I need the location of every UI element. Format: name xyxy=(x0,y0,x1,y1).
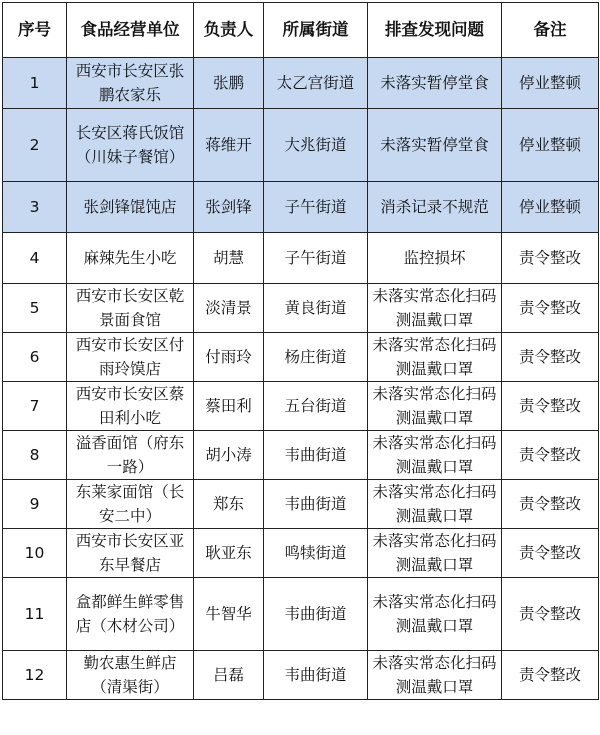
table-row xyxy=(3,233,599,284)
cell-issue: 监控损坏 xyxy=(368,233,502,284)
cell-street: 韦曲街道 xyxy=(264,431,368,480)
cell-issue: 消杀记录不规范 xyxy=(368,182,502,233)
header-person: 负责人 xyxy=(194,3,264,58)
cell-seq: 12 xyxy=(3,651,67,700)
cell-remark: 责令整改 xyxy=(502,284,599,333)
table-row xyxy=(3,284,599,333)
cell-street: 大兆街道 xyxy=(264,109,368,182)
cell-person: 郑东 xyxy=(194,480,264,529)
cell-street: 韦曲街道 xyxy=(264,651,368,700)
cell-seq: 7 xyxy=(3,382,67,431)
cell-unit: 盒都鲜生鲜零售店（木材公司） xyxy=(67,578,194,651)
cell-seq: 1 xyxy=(3,58,67,109)
header-issue: 排查发现问题 xyxy=(368,3,502,58)
cell-street: 黄良街道 xyxy=(264,284,368,333)
cell-seq: 8 xyxy=(3,431,67,480)
cell-street: 韦曲街道 xyxy=(264,480,368,529)
cell-street: 子午街道 xyxy=(264,182,368,233)
cell-unit: 西安市长安区蔡田利小吃 xyxy=(67,382,194,431)
cell-seq: 9 xyxy=(3,480,67,529)
table-row xyxy=(3,529,599,578)
cell-person: 张鹏 xyxy=(194,58,264,109)
cell-person: 蔡田利 xyxy=(194,382,264,431)
cell-seq: 2 xyxy=(3,109,67,182)
inspection-table xyxy=(2,2,599,700)
cell-remark: 停业整顿 xyxy=(502,182,599,233)
table-row xyxy=(3,109,599,182)
cell-remark: 责令整改 xyxy=(502,651,599,700)
cell-issue: 未落实常态化扫码测温戴口罩 xyxy=(368,382,502,431)
cell-person: 胡慧 xyxy=(194,233,264,284)
cell-unit: 溢香面馆（府东一路） xyxy=(67,431,194,480)
cell-seq: 3 xyxy=(3,182,67,233)
cell-person: 吕磊 xyxy=(194,651,264,700)
cell-street: 子午街道 xyxy=(264,233,368,284)
cell-remark: 责令整改 xyxy=(502,382,599,431)
header-seq: 序号 xyxy=(3,3,67,58)
cell-remark: 责令整改 xyxy=(502,431,599,480)
cell-issue: 未落实常态化扫码测温戴口罩 xyxy=(368,651,502,700)
cell-issue: 未落实常态化扫码测温戴口罩 xyxy=(368,578,502,651)
cell-person: 淡清景 xyxy=(194,284,264,333)
cell-unit: 东莱家面馆（长安二中） xyxy=(67,480,194,529)
cell-street: 太乙宫街道 xyxy=(264,58,368,109)
cell-issue: 未落实暂停堂食 xyxy=(368,58,502,109)
cell-remark: 责令整改 xyxy=(502,529,599,578)
cell-seq: 4 xyxy=(3,233,67,284)
cell-unit: 西安市长安区付雨玲馍店 xyxy=(67,333,194,382)
cell-seq: 11 xyxy=(3,578,67,651)
cell-issue: 未落实常态化扫码测温戴口罩 xyxy=(368,529,502,578)
cell-unit: 西安市长安区亚东早餐店 xyxy=(67,529,194,578)
cell-street: 鸣犊街道 xyxy=(264,529,368,578)
cell-person: 张剑锋 xyxy=(194,182,264,233)
cell-seq: 5 xyxy=(3,284,67,333)
cell-person: 蒋维开 xyxy=(194,109,264,182)
cell-seq: 6 xyxy=(3,333,67,382)
table-row xyxy=(3,480,599,529)
table-row xyxy=(3,58,599,109)
cell-remark: 责令整改 xyxy=(502,480,599,529)
cell-person: 胡小涛 xyxy=(194,431,264,480)
table-row xyxy=(3,651,599,700)
cell-unit: 麻辣先生小吃 xyxy=(67,233,194,284)
cell-remark: 责令整改 xyxy=(502,233,599,284)
table-row xyxy=(3,431,599,480)
cell-remark: 停业整顿 xyxy=(502,58,599,109)
cell-issue: 未落实暂停堂食 xyxy=(368,109,502,182)
header-remark: 备注 xyxy=(502,3,599,58)
cell-person: 牛智华 xyxy=(194,578,264,651)
cell-issue: 未落实常态化扫码测温戴口罩 xyxy=(368,431,502,480)
header-street: 所属街道 xyxy=(264,3,368,58)
cell-street: 五台街道 xyxy=(264,382,368,431)
cell-issue: 未落实常态化扫码测温戴口罩 xyxy=(368,480,502,529)
cell-remark: 责令整改 xyxy=(502,333,599,382)
cell-unit: 长安区蒋氏饭馆（川妹子餐馆） xyxy=(67,109,194,182)
cell-unit: 西安市长安区乾景面食馆 xyxy=(67,284,194,333)
header-unit: 食品经营单位 xyxy=(67,3,194,58)
cell-remark: 责令整改 xyxy=(502,578,599,651)
cell-unit: 西安市长安区张鹏农家乐 xyxy=(67,58,194,109)
cell-issue: 未落实常态化扫码测温戴口罩 xyxy=(368,284,502,333)
cell-unit: 张剑锋馄饨店 xyxy=(67,182,194,233)
cell-street: 杨庄街道 xyxy=(264,333,368,382)
table-row xyxy=(3,578,599,651)
cell-person: 耿亚东 xyxy=(194,529,264,578)
cell-issue: 未落实常态化扫码测温戴口罩 xyxy=(368,333,502,382)
cell-unit: 勤农惠生鲜店（清渠街） xyxy=(67,651,194,700)
header-row xyxy=(3,3,599,58)
table-row xyxy=(3,182,599,233)
cell-remark: 停业整顿 xyxy=(502,109,599,182)
table-row xyxy=(3,382,599,431)
cell-person: 付雨玲 xyxy=(194,333,264,382)
cell-street: 韦曲街道 xyxy=(264,578,368,651)
table-row xyxy=(3,333,599,382)
cell-seq: 10 xyxy=(3,529,67,578)
